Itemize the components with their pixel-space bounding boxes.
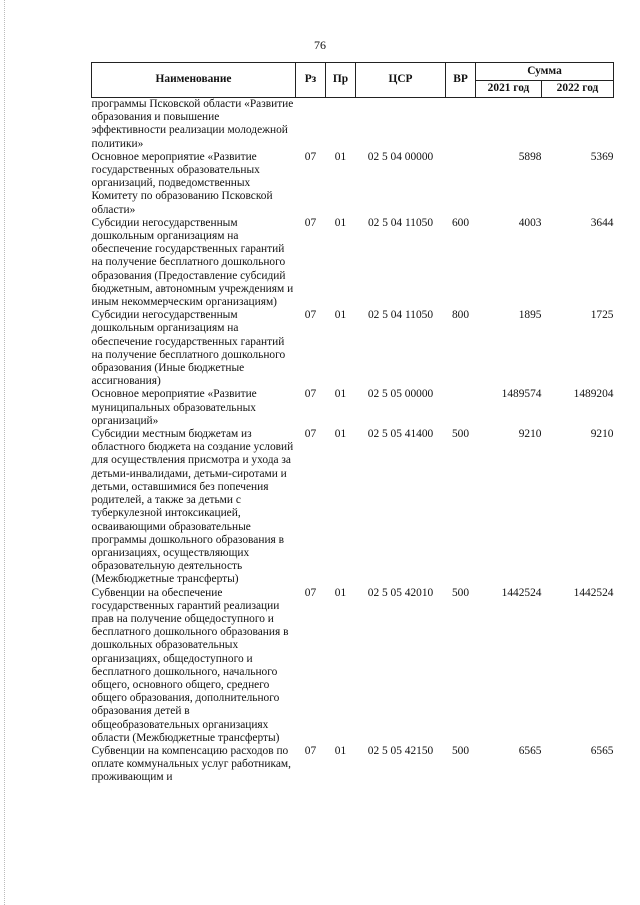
cell-pr xyxy=(326,98,356,151)
table-body xyxy=(92,98,614,785)
cell-sum-2022: 5369 xyxy=(590,150,614,163)
header-pr: Пр xyxy=(326,63,356,98)
table-row xyxy=(92,98,614,151)
cell-csr: 02 5 04 11050 xyxy=(367,309,434,322)
cell-sum-2022: 3644 xyxy=(590,216,614,229)
header-rz: Рз xyxy=(296,63,326,98)
cell-vr: 600 xyxy=(451,216,470,229)
cell-pr: 01 xyxy=(334,428,347,441)
header-year-2021: 2021 год xyxy=(476,80,542,98)
cell-sum-2022: 1442524 xyxy=(573,586,614,599)
table-row xyxy=(92,587,614,745)
cell-name: Основное мероприятие «Развитие государственных образовательных организаций, подведомственных Комитету по образованию Псковской области» xyxy=(91,150,273,216)
cell-vr: 500 xyxy=(451,428,470,441)
cell-sum-2021: 9210 xyxy=(518,428,542,441)
cell-sum-2022: 1725 xyxy=(590,309,614,322)
cell-rz: 07 xyxy=(304,309,317,322)
cell-vr: 500 xyxy=(451,586,470,599)
table-header xyxy=(92,63,614,98)
cell-vr xyxy=(446,388,476,428)
table-row xyxy=(92,151,614,217)
cell-name: Субвенции на компенсацию расходов по оплате коммунальных услуг работникам, проживающим и xyxy=(91,744,291,784)
cell-vr: 800 xyxy=(451,309,470,322)
cell-csr: 02 5 04 00000 xyxy=(367,150,434,163)
cell-csr xyxy=(356,98,446,151)
cell-sum-2022: 6565 xyxy=(590,744,614,757)
table-row xyxy=(92,217,614,309)
cell-pr: 01 xyxy=(334,586,347,599)
cell-csr: 02 5 05 41400 xyxy=(367,428,434,441)
cell-sum-2022 xyxy=(542,98,614,151)
cell-rz: 07 xyxy=(304,744,317,757)
cell-pr: 01 xyxy=(334,150,347,163)
cell-pr: 01 xyxy=(334,216,347,229)
cell-rz: 07 xyxy=(304,388,317,401)
header-sum: Сумма xyxy=(476,63,614,81)
header-vr: ВР xyxy=(446,63,476,98)
cell-name: Субсидии негосударственным дошкольным организациям на обеспечение государственных гарантий на получение бесплатного дошкольного образования (Предоставление субсидий бюджетным, автономным учреждениям и иным некоммерческим организациям) xyxy=(91,216,294,309)
cell-vr xyxy=(446,151,476,217)
header-year-2022: 2022 год xyxy=(542,80,614,98)
cell-name: Субсидии местным бюджетам из областного бюджета на создание условий для осуществления присмотра и ухода за детьми-инвалидами, детьми-сиротами и детьми, оставшимися без попечения родителей, а также за детьми с туберкулезной интоксикацией, осваивающими образовательные программы дошкольного образования в организациях, осуществляющих образовательную деятельность (Межбюджетные трансферты) xyxy=(91,428,294,586)
cell-csr: 02 5 04 11050 xyxy=(367,216,434,229)
cell-name: программы Псковской области «Развитие образования и повышение эффективности реализации молодежной политики» xyxy=(91,98,294,150)
cell-vr: 500 xyxy=(451,744,470,757)
cell-sum-2021 xyxy=(476,98,542,151)
cell-sum-2022: 1489204 xyxy=(573,388,614,401)
cell-pr: 01 xyxy=(334,388,347,401)
cell-name: Основное мероприятие «Развитие муниципальных образовательных организаций» xyxy=(91,388,257,427)
cell-csr: 02 5 05 42150 xyxy=(367,744,434,757)
page-number: 76 xyxy=(314,38,326,52)
table-row xyxy=(92,745,614,785)
table-row xyxy=(92,428,614,586)
cell-pr: 01 xyxy=(334,744,347,757)
cell-sum-2021: 6565 xyxy=(518,744,542,757)
scan-edge-line xyxy=(4,0,6,905)
table-row xyxy=(92,388,614,428)
budget-table xyxy=(91,62,614,785)
cell-name: Субсидии негосударственным дошкольным организациям на обеспечение государственных гарантий на получение бесплатного дошкольного образования (Иные бюджетные ассигнования) xyxy=(91,309,286,388)
cell-sum-2021: 1895 xyxy=(518,309,542,322)
cell-rz: 07 xyxy=(304,428,317,441)
cell-sum-2021: 5898 xyxy=(518,150,542,163)
header-name: Наименование xyxy=(92,63,296,98)
cell-rz: 07 xyxy=(304,586,317,599)
cell-rz: 07 xyxy=(304,216,317,229)
table-row xyxy=(92,309,614,388)
cell-name: Субвенции на обеспечение государственных гарантий реализации прав на получение общедоступного и бесплатного дошкольного образования в дошкольных образовательных организациях, общедоступного и бесплатного дошкольного, начального общего, основного общего, среднего общего образования, дополнительного образования детей в общеобразовательных организациях области (Межбюджетные трансферты) xyxy=(91,586,289,744)
cell-csr: 02 5 05 42010 xyxy=(367,586,434,599)
cell-sum-2021: 4003 xyxy=(518,216,542,229)
cell-vr xyxy=(446,98,476,151)
cell-csr: 02 5 05 00000 xyxy=(367,388,434,401)
cell-sum-2021: 1489574 xyxy=(501,388,542,401)
cell-rz: 07 xyxy=(304,150,317,163)
cell-rz xyxy=(296,98,326,151)
cell-pr: 01 xyxy=(334,309,347,322)
cell-sum-2022: 9210 xyxy=(590,428,614,441)
cell-sum-2021: 1442524 xyxy=(501,586,542,599)
header-csr: ЦСР xyxy=(356,63,446,98)
